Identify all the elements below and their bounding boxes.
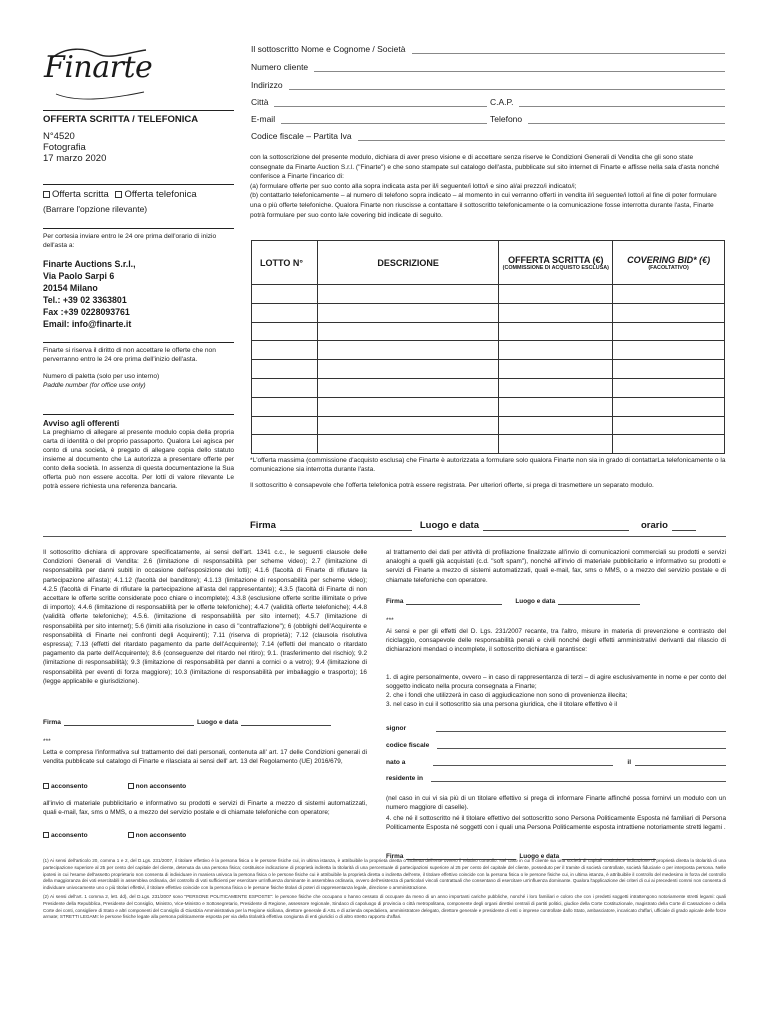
aml-text: Ai sensi e per gli effetti del D. Lgs. 231/2007 recante, tra l'altro, misure in materia di prevenzione e contrasto del riciclaggio, consapevole delle responsabilità penali e civili nonché degli effetti amministrativi derivanti dal rilascio di dichiarazioni mendaci o incomplete, il sottoscritto dichiara e garantisce: — [386, 628, 726, 654]
nato-input[interactable] — [433, 758, 613, 766]
lot-cell[interactable] — [252, 397, 318, 416]
marketing-consent-row — [43, 832, 186, 839]
right-firma-label: Firma — [386, 598, 404, 605]
offer-cell[interactable] — [499, 397, 613, 416]
final-luogo-label: Luogo e data — [519, 853, 560, 860]
covering-cell[interactable] — [613, 360, 725, 379]
written-offer-option[interactable]: Offerta scritta — [43, 189, 109, 200]
table-header-row — [252, 241, 725, 285]
luogo-input[interactable] — [483, 523, 629, 531]
offer-cell[interactable] — [499, 341, 613, 360]
aware-note: Il sottoscritto è consapevole che l'offerta telefonica potrà essere registrata. Per ulteriori offerte, si prega di trasmettere un separato modulo. — [250, 482, 654, 489]
left-firma-label: Firma — [43, 719, 61, 726]
description-cell[interactable] — [317, 341, 499, 360]
contact-info — [43, 228, 234, 338]
table-row — [252, 397, 725, 416]
description-cell[interactable] — [317, 285, 499, 304]
left-luogo-label: Luogo e data — [196, 719, 238, 726]
covering-cell[interactable] — [613, 397, 725, 416]
covering-cell[interactable] — [613, 416, 725, 435]
sale-category: Fotografia — [43, 142, 86, 153]
privacy-consent-option[interactable]: acconsento — [43, 783, 88, 790]
sale-info — [43, 110, 234, 180]
lot-cell[interactable] — [252, 360, 318, 379]
offer-cell[interactable] — [499, 416, 613, 435]
offer-cell[interactable] — [499, 360, 613, 379]
codice-row — [386, 741, 726, 749]
reserve-box — [43, 342, 234, 408]
covering-cell[interactable] — [613, 341, 725, 360]
table-row — [252, 360, 725, 379]
lot-cell[interactable] — [252, 416, 318, 435]
privacy-no-consent-option[interactable]: non acconsento — [128, 783, 187, 790]
description-header: DESCRIZIONE — [317, 241, 499, 285]
right-luogo-label: Luogo e data — [515, 598, 556, 605]
description-cell[interactable] — [317, 397, 499, 416]
privacy-consent-row — [43, 783, 186, 790]
covering-cell[interactable] — [613, 285, 725, 304]
reserve-note: Finarte si riserva il diritto di non accettare le offerte che non perverranno entro le 24 ore prima dell'inizio dell'asta. — [43, 347, 216, 363]
covering-cell[interactable] — [613, 322, 725, 341]
send-note: Per cortesia inviare entro le 24 ore prima dell'orario di inizio dell'asta a: — [43, 233, 217, 249]
firma-label: Firma — [250, 520, 276, 531]
lot-cell[interactable] — [252, 303, 318, 322]
table-row — [252, 285, 725, 304]
phone-field[interactable]: Telefono — [490, 114, 725, 124]
il-label: il — [627, 759, 632, 766]
description-cell[interactable] — [317, 360, 499, 379]
notice-box — [43, 414, 234, 494]
residente-input[interactable] — [431, 774, 726, 782]
left-signature-row — [43, 718, 367, 726]
table-row — [252, 341, 725, 360]
offer-cell[interactable] — [499, 435, 613, 454]
privacy-text: Letta e compresa l'informativa sul trattamento dei dati personali, contenuta all' art. 17 delle Condizioni generali di vendita pubblicate sul catalogo di Finarte e rilasciata ai sensi dell' art. 13 del Regolamento (UE) 2016/679, — [43, 749, 367, 766]
profiling-text: al trattamento dei dati per attività di profilazione finalizzate all'invio di comunicazioni commerciali su prodotti e servizi analoghi a quelli già acquistati (c.d. "soft spam"), nonché all'invio di materiale pubblicitario e informativo su prodotti e servizi di Finarte a mezzo di sistemi automatizzati, quali e-mail, fax, sms o MMS, o a mezzo del servizio postale e di chiamate telefoniche con operatore. — [386, 549, 726, 584]
offer-cell[interactable] — [499, 285, 613, 304]
notice-text: La preghiamo di allegare al presente modulo copia della propria carta di identità o del proprio passaporto. Qualora Lei agisca per conto di una società, è pregato di allegare copia dello statuto insieme al documento che La autorizza a presentare offerte per conto della società. In assenza di questa documentazione la Sua offerta può non essere accolta. Per lotti di valore rilevante Le potrà essere richiesta una referenza bancaria. — [43, 429, 234, 490]
il-input[interactable] — [635, 758, 726, 766]
aml-item-1: 1. di agire personalmente, ovvero – in caso di rappresentanza di terzi – di agire esclusivamente in nome e per conto del soggetto indicato nella procura consegnata a Finarte; — [386, 674, 726, 691]
option-hint: (Barrare l'opzione rilevante) — [43, 204, 148, 214]
aml-item-3: 3. nel caso in cui il sottoscritto sia una persona giuridica, che il titolare effettivo è il — [386, 701, 618, 708]
intro-p2: (a) formulare offerte per suo conto alla sopra indicata asta per il/i seguente/i lotto/i e sino al/ai prezzo/i indicato/i; — [250, 182, 577, 190]
paddle-label-en: Paddle number (for office use only) — [43, 382, 146, 389]
right-luogo-input[interactable] — [558, 597, 640, 605]
signor-row — [386, 724, 726, 732]
form-title: OFFERTA SCRITTA / TELEFONICA — [43, 114, 199, 125]
right-stars: *** — [386, 617, 394, 624]
company-name: Finarte Auctions S.r.l., — [43, 259, 136, 269]
left-luogo-input[interactable] — [241, 718, 331, 726]
lot-header: LOTTO N° — [252, 241, 318, 285]
lots-table — [251, 240, 725, 454]
marketing-no-consent-option[interactable]: non acconsento — [128, 832, 187, 839]
covering-cell[interactable] — [613, 378, 725, 397]
lot-cell[interactable] — [252, 285, 318, 304]
intro-text — [250, 153, 724, 220]
address-field[interactable]: Indirizzo — [251, 80, 725, 90]
footnote — [43, 858, 726, 921]
client-number-field[interactable]: Numero cliente — [251, 62, 725, 72]
name-field[interactable]: Il sottoscritto Nome e Cognome / Società — [251, 44, 725, 54]
marketing-consent-option[interactable]: acconsento — [43, 832, 88, 839]
marketing-text: all'invio di materiale pubblicitario e informativo su prodotti e servizi di Finarte a mezzo di sistemi automatizzati, quali e-mail, fax, sms o MMS, o a mezzo del servizio postale e di chiamate telefoniche con operatore; — [43, 800, 367, 817]
offer-cell[interactable] — [499, 303, 613, 322]
description-cell[interactable] — [317, 416, 499, 435]
codice-label: codice fiscale — [386, 742, 430, 749]
covering-note: *L'offerta massima (commissione d'acquisto esclusa) che Finarte è autorizzata a formulare solo qualora Finarte non sia in grado di contattarLa telefonicamente o la comunicazione sia interrotta durante l'asta. — [250, 457, 726, 474]
right-firma-input[interactable] — [406, 597, 502, 605]
aml-item-2: 2. che i fondi che utilizzerà in caso di aggiudicazione non sono di provenienza illecita; — [386, 692, 628, 699]
residente-row — [386, 774, 726, 782]
company-fax: Fax :+39 0228093761 — [43, 307, 130, 317]
codice-input[interactable] — [437, 741, 726, 749]
city-field[interactable]: Città — [251, 97, 487, 107]
company-street: Via Paolo Sarpi 6 — [43, 271, 115, 281]
covering-cell[interactable] — [613, 303, 725, 322]
company-email[interactable]: Email: info@finarte.it — [43, 319, 132, 329]
offer-header: OFFERTA SCRITTA (€) (COMMISSIONE DI ACQUISTO ESCLUSA) — [499, 241, 613, 285]
table-row — [252, 378, 725, 397]
luogo-label: Luogo e data — [419, 520, 479, 531]
signor-input[interactable] — [436, 724, 726, 732]
table-row — [252, 303, 725, 322]
company-tel: Tel.: +39 02 3363801 — [43, 295, 127, 305]
lot-cell[interactable] — [252, 322, 318, 341]
notice-title: Avviso agli offerenti — [43, 419, 120, 428]
left-firma-input[interactable] — [64, 718, 194, 726]
covering-header: COVERING BID* (€) (FACOLTATIVO) — [613, 241, 725, 285]
cap-field[interactable]: C.A.P. — [490, 97, 725, 107]
phone-offer-option[interactable]: Offerta telefonica — [115, 189, 196, 200]
lot-cell[interactable] — [252, 341, 318, 360]
sale-number: N°4520 — [43, 131, 75, 142]
table-row — [252, 322, 725, 341]
table-row — [252, 435, 725, 454]
logo-wordmark: Finarte — [44, 50, 153, 85]
covering-cell[interactable] — [613, 435, 725, 454]
offer-type — [43, 184, 234, 224]
signature-row — [250, 520, 726, 531]
footnote-p1: (1) Ai sensi dell'articolo 20, comma 1 e 2, del D.Lgs. 231/2007, il titolare effettivo è la persona fisica o le persone fisiche cui, in ultima istanza, è attribuibile la proprietà diretta o indiretta dell'ente ovvero il relativo controllo. Nel caso in cui il cliente sia una società di capitali costituisce indicazione di proprietà diretta la titolarità di una partecipazione superiore al 25 per cento del capitale del cliente, detenuta da una persona fisica; costituisce indicazione di proprietà indiretta la titolarità di una percentuale di partecipazioni superiore al 25 per cento del capitale del cliente, posseduto per il tramite di società controllate, società fiduciarie o per interposta persona. Nelle ipotesi in cui l'esame dell'assetto proprietario non consenta di individuare in maniera univoca la persona fisica o le persone fisiche cui è attribuibile la proprietà diretta o indiretta dell'ente, il titolare effettivo coincide con la persona fisica o le persone fisiche cui, in ultima istanza, è attribuibile il controllo del medesimo in forza del controllo della maggioranza dei voti esercitabili in assemblea ordinaria, del controllo di voti sufficienti per esercitare un'influenza dominante in assemblea ordinaria, ovvero dell'esistenza di particolari vincoli contrattuali che consentano di esercitare un'influenza dominante. Qualora l'applicazione dei criteri di cui ai precedenti commi non consenta di individuare univocamente uno o più titolari effettivi, il titolare effettivo coincide con la persona fisica o le persone fisiche titolari di poteri di rappresentanza legale, direzione o amministrazione. — [43, 858, 726, 891]
phone-offer-checkbox[interactable] — [115, 191, 122, 198]
paddle-label: Numero di paletta (solo per uso interno) — [43, 373, 160, 380]
firma-input[interactable] — [280, 523, 412, 531]
approve-clauses: Il sottoscritto dichiara di approvare specificatamente, ai sensi dell'art. 1341 c.c., le seguenti clausole delle Condizioni Generali di Vendita: 2.6 (limitazione di responsabilità per scheme video); 2.7 (limitazione di responsabilità per danni subiti in occasione dell'esposizione dei lotti); 4.1.6 (facoltà di Finarte di rifiutare la partecipazione all'asta); 4.1.12 (facoltà del banditore); 4.1.13 (limitazione di responsabilità per scheme video); 4.2.5 (facoltà di Finarte di rifiutare la partecipazione all'asta del rappresentante); 4.3.5 (facoltà di Finarte di non accettare le offerte scritte considerate poco chiare o incomplete); 4.3.8 (esclusione offerte scritte illimitate o prive di importo); 4.4.6 (limitazione di responsabilità per le offerte telefoniche); 4.4.7 (validità offerte telefoniche); 4.4.8 (validità offerte telefoniche); 4.5.6. (limitazione di responsabilità per sito internet); 4.5.7 (limitazione di responsabilità per sito internet); 5.6 (limiti alla risoluzione in caso di "contraffazione"); 6 (obblighi dell'Acquirente e responsabilità di Finarte nei confronti degli Acquirenti); 7.11 (riserva di proprietà); 7.12 (clausola risolutiva espressa); 7.13 (effetti del ritardato pagamento da parte dell'Acquirente); 7.14 (effetti del mancato o ritardato pagamento da parte dell'Acquirente); 8.6 (conseguenze del ritardo nel ritiro); 9.1. (trasferimento del rischio); 9.2 (limitazione di responsabilità); 9.3 (limitazione di responsabilità per danni a cornici o a vetro); 9.4 (limitazione di responsabilità per eventi di forza maggiore); 10.3 (limitazione di responsabilità per imballaggio e trasporto); 16 (legge applicabile e giurisdizione). — [43, 549, 367, 685]
table-row — [252, 416, 725, 435]
orario-input[interactable] — [672, 523, 696, 531]
offer-cell[interactable] — [499, 322, 613, 341]
nato-label: nato a — [386, 759, 406, 766]
description-cell[interactable] — [317, 322, 499, 341]
description-cell[interactable] — [317, 303, 499, 322]
pep-declaration: 4. che né il sottoscritto né il titolare effettivo del sottoscritto sono Persona Politicamente Esposta né familiari di Persona Politicamente Esposta né soggetti con i quali una Persona Politicamente esposta intrattiene notoriamente stretti legami . — [386, 815, 726, 832]
nato-row — [386, 758, 726, 766]
residente-label: residente in — [386, 775, 424, 782]
footnote-p2: (2) Ai sensi dell'art. 1 comma 2, lett. dd), del D.Lgs. 231/2007 sono "PERSONE POLITICAMENTE ESPOSTE": le persone fisiche che occupano o hanno cessato di occupare da meno di un anno importanti cariche pubbliche, nonché i loro familiari e coloro che con i predetti soggetti intrattengono notoriamente stretti legami: quali Presidente della Repubblica, Presidente del Consiglio, Ministro, Vice-Ministro e Sottosegretario, Presidente di Regione, assessore regionale, Sindaco di capoluogo di provincia o città metropolitana, componente degli organi direttivi centrali di partiti politici, giudice della Corte Costituzionale, magistrato della Corte di Cassazione o della Corte dei conti, consigliere di Stato e altri componenti del Consiglio di Giustizia Amministrativa per la Regione siciliana, direttore generale di ASL e di azienda ospedaliera, amministratore delegato, direttore generale e presidente di enti o imprese controllate dallo Stato, ambasciatore, incaricato d'affari, ufficiale di grado apicale delle forze armate; STRETTI LEGAMI: le persone fisiche legate alla persona politicamente esposta per via della titolarità effettiva congiunta di enti giuridici o di altro stretto rapporto d'affari. — [43, 893, 726, 920]
fiscal-code-field[interactable]: Codice fiscale – Partita Iva — [251, 131, 725, 141]
signor-label: signor — [386, 725, 407, 732]
right-signature-row — [386, 597, 726, 605]
final-firma-label: Firma — [386, 853, 404, 860]
description-cell[interactable] — [317, 435, 499, 454]
written-offer-checkbox[interactable] — [43, 191, 50, 198]
finarte-logo — [44, 40, 152, 104]
left-stars: *** — [43, 738, 51, 745]
lot-cell[interactable] — [252, 435, 318, 454]
lot-cell[interactable] — [252, 378, 318, 397]
offer-cell[interactable] — [499, 378, 613, 397]
email-field[interactable]: E-mail — [251, 114, 487, 124]
description-cell[interactable] — [317, 378, 499, 397]
company-city: 20154 Milano — [43, 283, 98, 293]
owner-note: (nel caso in cui vi sia più di un titolare effettivo si prega di informare Finarte affinché possa fornirvi un modulo con un numero maggiore di caselle). — [386, 795, 726, 812]
divider — [43, 536, 726, 537]
intro-p3: (b) contattarlo telefonicamente – al numero di telefono sopra indicato – al momento in cui verranno offerti in vendita il/i seguente/i lotto/i al fine di poter formulare una o più offerte telefoniche. Qualora Finarte non riuscisse a contattare il sottoscritto telefonicamente o la comunicazione fosse interrotta durante l'asta, Finarte potrà formulare per suo conto la/e covering bid indicate di seguito. — [250, 192, 717, 219]
intro-p1: con la sottoscrizione del presente modulo, dichiara di aver preso visione e di accettare senza riserve le Condizioni Generali di Vendita che gli sono state consegnate da Finarte Auction S.r.l. ("Finarte") e che sono stampate sul catalogo dell'asta, pubblicate sul sito internet di Finarte e affisse nella sala d'asta nonché conferisce a Finarte l'incarico di: — [250, 154, 720, 181]
orario-label: orario — [641, 520, 668, 531]
sale-date: 17 marzo 2020 — [43, 153, 107, 164]
